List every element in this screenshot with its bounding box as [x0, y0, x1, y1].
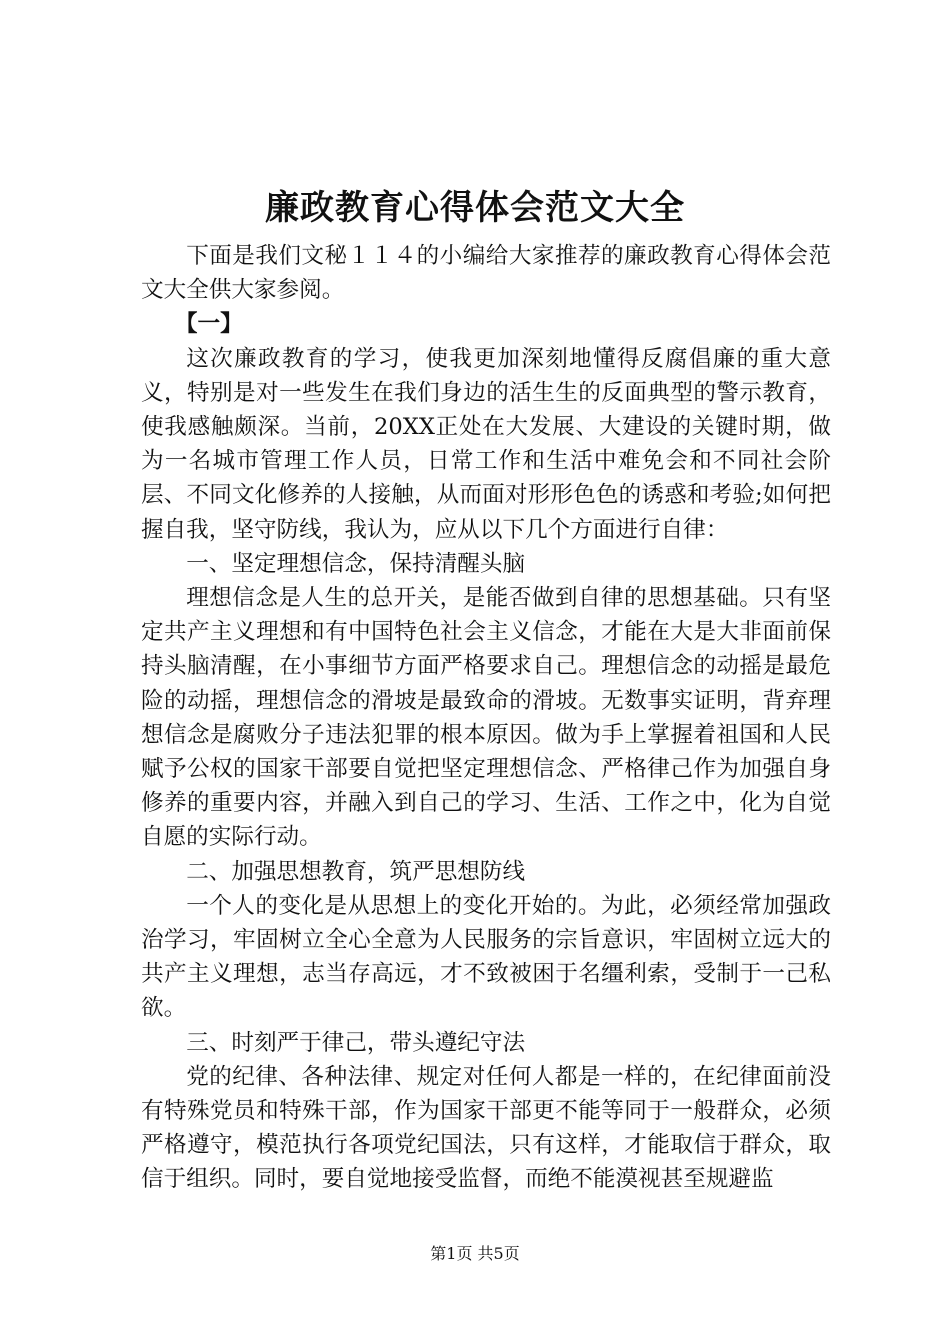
- body-paragraph: 党的纪律、各种法律、规定对任何人都是一样的，在纪律面前没有特殊党员和特殊干部，作为国家干部更不能等同于一般群众，必须严格遵守，模范执行各项党纪国法，只有这样，才能取信于群众，取信于组织。同时，要自觉地接受监督，而绝不能漠视甚至规避监: [141, 1063, 831, 1193]
- intro-paragraph: 下面是我们文秘１１４的小编给大家推荐的廉政教育心得体会范文大全供大家参阅。: [141, 243, 831, 304]
- body-paragraph: 这次廉政教育的学习，使我更加深刻地懂得反腐倡廉的重大意义，特别是对一些发生在我们身边的活生生的反面典型的警示教育，使我感触颇深。当前，20XX正处在大发展、大建设的关键时期，做为一名城市管理工作人员，日常工作和生活中难免会和不同社会阶层、不同文化修养的人接触，从而面对形形色色的诱惑和考验;如何把握自我，坚守防线，我认为，应从以下几个方面进行自律：: [141, 345, 831, 543]
- page-footer: 第1页 共5页: [430, 1244, 520, 1263]
- document-body: [141, 239, 831, 1197]
- section-heading: 三、时刻严于律己，带头遵纪守法: [186, 1029, 526, 1056]
- section-marker: 【一】: [174, 311, 243, 338]
- section-heading: 一、坚定理想信念，保持清醒头脑: [186, 550, 526, 577]
- document-title: 廉政教育心得体会范文大全: [265, 188, 685, 228]
- section-heading: 二、加强思想教育，筑严思想防线: [186, 858, 526, 885]
- body-paragraph: 一个人的变化是从思想上的变化开始的。为此，必须经常加强政治学习，牢固树立全心全意为人民服务的宗旨意识，牢固树立远大的共产主义理想，志当存高远，才不致被困于名缰利索，受制于一己私欲。: [141, 892, 831, 1022]
- body-paragraph: 理想信念是人生的总开关，是能否做到自律的思想基础。只有坚定共产主义理想和有中国特色社会主义信念，才能在大是大非面前保持头脑清醒，在小事细节方面严格要求自己。理想信念的动摇是最危险的动摇，理想信念的滑坡是最致命的滑坡。无数事实证明，背弃理想信念是腐败分子违法犯罪的根本原因。做为手上掌握着祖国和人民赋予公权的国家干部要自觉把坚定理想信念、严格律己作为加强自身修养的重要内容，并融入到自己的学习、生活、工作之中，化为自觉自愿的实际行动。: [141, 585, 831, 851]
